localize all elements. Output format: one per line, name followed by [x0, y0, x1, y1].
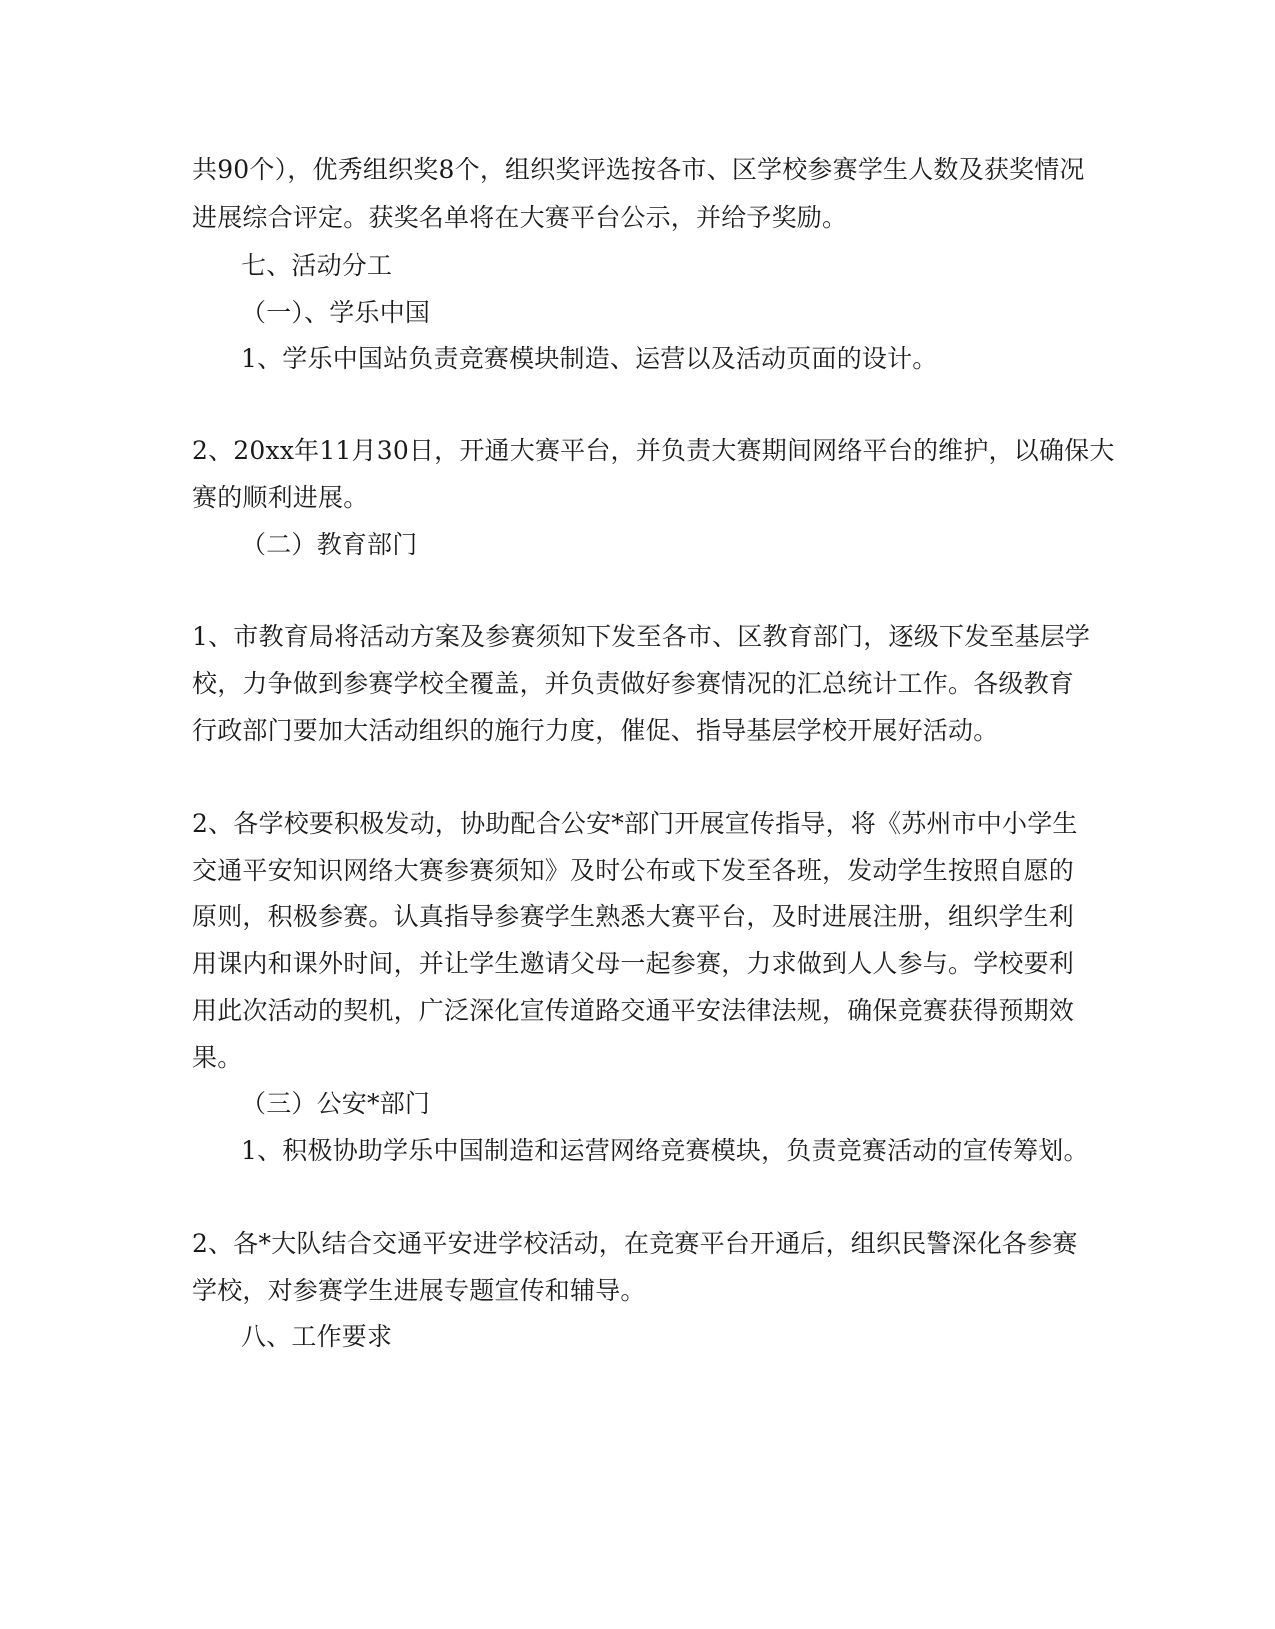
- text-line: 用课内和课外时间，并让学生邀请父母一起参赛，力求做到人人参与。学校要利: [192, 949, 1075, 978]
- section-heading: 八、工作要求: [241, 1322, 393, 1351]
- text-line: 果。: [192, 1043, 243, 1072]
- text-line: 进展综合评定。获奖名单将在大赛平台公示，并给予奖励。: [192, 203, 848, 232]
- subsection-heading: （二）教育部门: [241, 530, 418, 559]
- text-line: 1、市教育局将活动方案及参赛须知下发至各市、区教育部门，逐级下发至基层学: [192, 622, 1091, 651]
- subsection-heading: （一）、学乐中国: [241, 298, 431, 327]
- section-heading: 七、活动分工: [241, 251, 393, 280]
- text-line: 赛的顺利进展。: [192, 483, 369, 512]
- text-line: 1、学乐中国站负责竞赛模块制造、运营以及活动页面的设计。: [241, 344, 938, 373]
- text-line: 学校，对参赛学生进展专题宣传和辅导。: [192, 1276, 646, 1305]
- text-line: 原则，积极参赛。认真指导参赛学生熟悉大赛平台，及时进展注册，组织学生利: [192, 902, 1075, 931]
- text-line: 2、各*大队结合交通平安进学校活动，在竞赛平台开通后，组织民警深化各参赛: [192, 1229, 1078, 1258]
- text-line: 2、各学校要积极发动，协助配合公安*部门开展宣传指导，将《苏州市中小学生: [192, 809, 1078, 838]
- subsection-heading: （三）公安*部门: [241, 1089, 431, 1118]
- text-line: 用此次活动的契机，广泛深化宣传道路交通平安法律法规，确保竞赛获得预期效: [192, 996, 1075, 1025]
- text-line: 共90个），优秀组织奖8个，组织奖评选按各市、区学校参赛学生人数及获奖情况: [192, 155, 1085, 184]
- text-line: 交通平安知识网络大赛参赛须知》及时公布或下发至各班，发动学生按照自愿的: [192, 856, 1075, 885]
- text-line: 1、积极协助学乐中国制造和运营网络竞赛模块，负责竞赛活动的宣传筹划。: [241, 1136, 1089, 1165]
- text-line: 校，力争做到参赛学校全覆盖，并负责做好参赛情况的汇总统计工作。各级教育: [192, 669, 1075, 698]
- text-line: 行政部门要加大活动组织的施行力度，催促、指导基层学校开展好活动。: [192, 716, 999, 745]
- text-line: 2、20xx年11月30日，开通大赛平台，并负责大赛期间网络平台的维护，以确保大: [192, 436, 1115, 465]
